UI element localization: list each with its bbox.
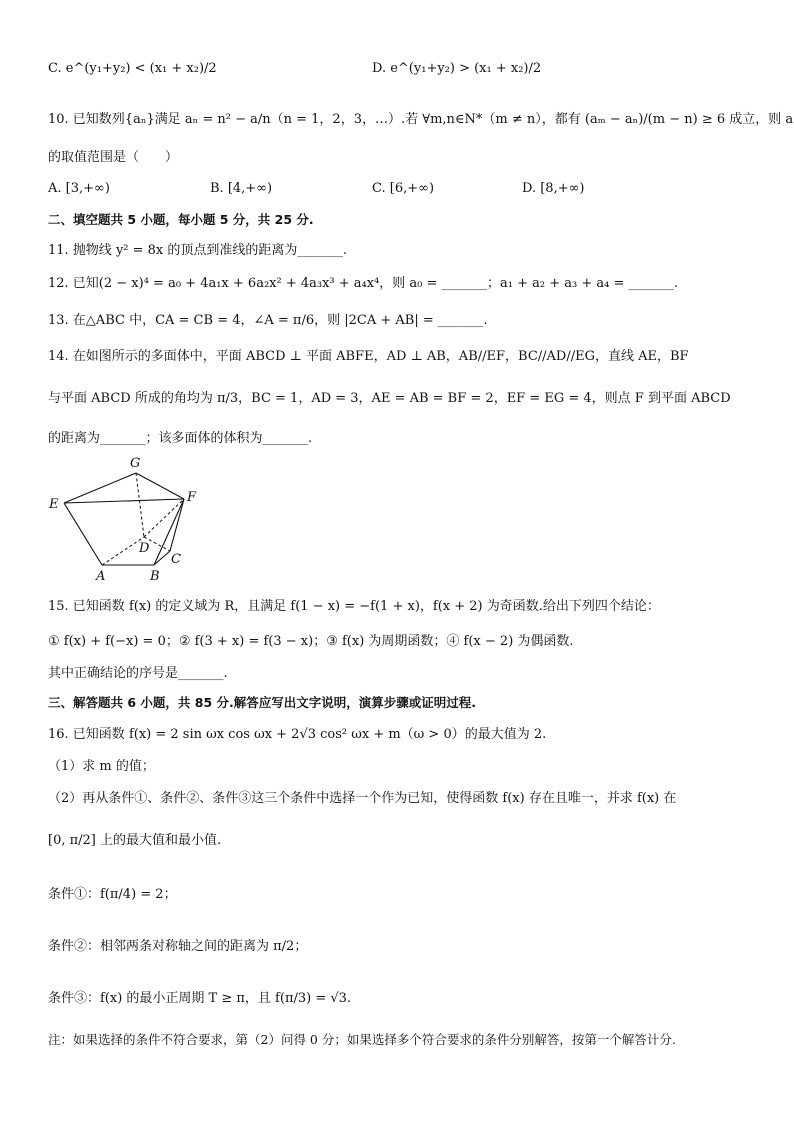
q14-line2: 与平面 ABCD 所成的角均为 π/3，BC = 1，AD = 3，AE = AB = BF = 2，EF = EG = 4，则点 F 到平面 ABCD: [48, 391, 731, 406]
edge-EG: [64, 473, 136, 503]
label-G: G: [130, 456, 141, 471]
q10-option-a: A. [3,+∞): [48, 181, 110, 196]
q14-line1: 14. 在如图所示的多面体中，平面 ABCD ⊥ 平面 ABFE，AD ⊥ AB，AB//EF，BC//AD//EG，直线 AE，BF: [48, 349, 689, 364]
q16-part2-line1: （2）再从条件①、条件②、条件③这三个条件中选择一个作为已知，使得函数 f(x) 存在且唯一，并求 f(x) 在: [48, 791, 677, 806]
edge-GD: [136, 473, 144, 537]
q16-stem: 16. 已知函数 f(x) = 2 sin ωx cos ωx + 2√3 cos² ωx + m（ω > 0）的最大值为 2.: [48, 727, 547, 742]
label-D: D: [139, 541, 150, 556]
q10-option-c: C. [6,+∞): [372, 181, 435, 196]
label-C: C: [171, 552, 181, 567]
edge-DF: [144, 499, 184, 537]
edge-AD: [102, 537, 144, 565]
q11: 11. 抛物线 y² = 8x 的顶点到准线的距离为_______.: [48, 243, 348, 258]
q13: 13. 在△ABC 中，CA = CB = 4，∠A = π/6，则 |2CA + AB| = _______.: [48, 313, 488, 328]
edge-GF: [136, 473, 184, 499]
q9-option-c: C. e^(y₁+y₂) < (x₁ + x₂)/2: [48, 61, 217, 76]
q16-part1: （1）求 m 的值；: [48, 759, 155, 774]
q15-line2: ① f(x) + f(−x) = 0；② f(3 + x) = f(3 − x)；③ f(x) 为周期函数；④ f(x − 2) 为偶函数.: [48, 634, 574, 649]
q10-stem-line2: 的取值范围是（ ）: [48, 150, 179, 165]
q16-note: 注：如果选择的条件不符合要求，第（2）问得 0 分；如果选择多个符合要求的条件分别解答，按第一个解答计分.: [48, 1032, 676, 1047]
q10-stem-line1: 10. 已知数列{aₙ}满足 aₙ = n² − a/n（n = 1，2，3，…）.若 ∀m,n∈N*（m ≠ n），都有 (aₘ − aₙ)/(m − n) ≥ 6 成立，则 a: [48, 112, 794, 127]
q16-condition3: 条件③：f(x) 的最小正周期 T ≥ π，且 f(π/3) = √3.: [48, 991, 352, 1006]
label-E: E: [49, 497, 59, 512]
section2-heading: 二、填空题共 5 小题，每小题 5 分，共 25 分.: [48, 212, 314, 227]
edge-BC: [154, 551, 170, 565]
label-B: B: [150, 569, 160, 584]
q15-line1: 15. 已知函数 f(x) 的定义域为 R，且满足 f(1 − x) = −f(1 + x)，f(x + 2) 为奇函数.给出下列四个结论：: [48, 599, 660, 614]
edge-EA: [64, 503, 102, 565]
label-F: F: [187, 490, 197, 505]
q15-line3: 其中正确结论的序号是_______.: [48, 666, 228, 681]
q14-line3: 的距离为_______；该多面体的体积为_______.: [48, 431, 313, 446]
q16-condition2: 条件②：相邻两条对称轴之间的距离为 π/2；: [48, 939, 308, 954]
q12: 12. 已知(2 − x)⁴ = a₀ + 4a₁x + 6a₂x² + 4a₃x³ + a₄x⁴，则 a₀ = _______；a₁ + a₂ + a₃ + a₄ = _______.: [48, 276, 679, 291]
q9-option-d: D. e^(y₁+y₂) > (x₁ + x₂)/2: [372, 61, 542, 76]
q16-condition1: 条件①：f(π/4) = 2；: [48, 887, 177, 902]
label-A: A: [96, 569, 106, 584]
section3-heading: 三、解答题共 6 小题，共 85 分.解答应写出文字说明，演算步骤或证明过程.: [48, 695, 476, 710]
polyhedron-figure: [44, 455, 214, 585]
q10-option-b: B. [4,+∞): [210, 181, 273, 196]
q10-option-d: D. [8,+∞): [522, 181, 585, 196]
edge-EF: [64, 499, 184, 503]
q16-part2-line2: [0, π/2] 上的最大值和最小值.: [48, 833, 222, 848]
